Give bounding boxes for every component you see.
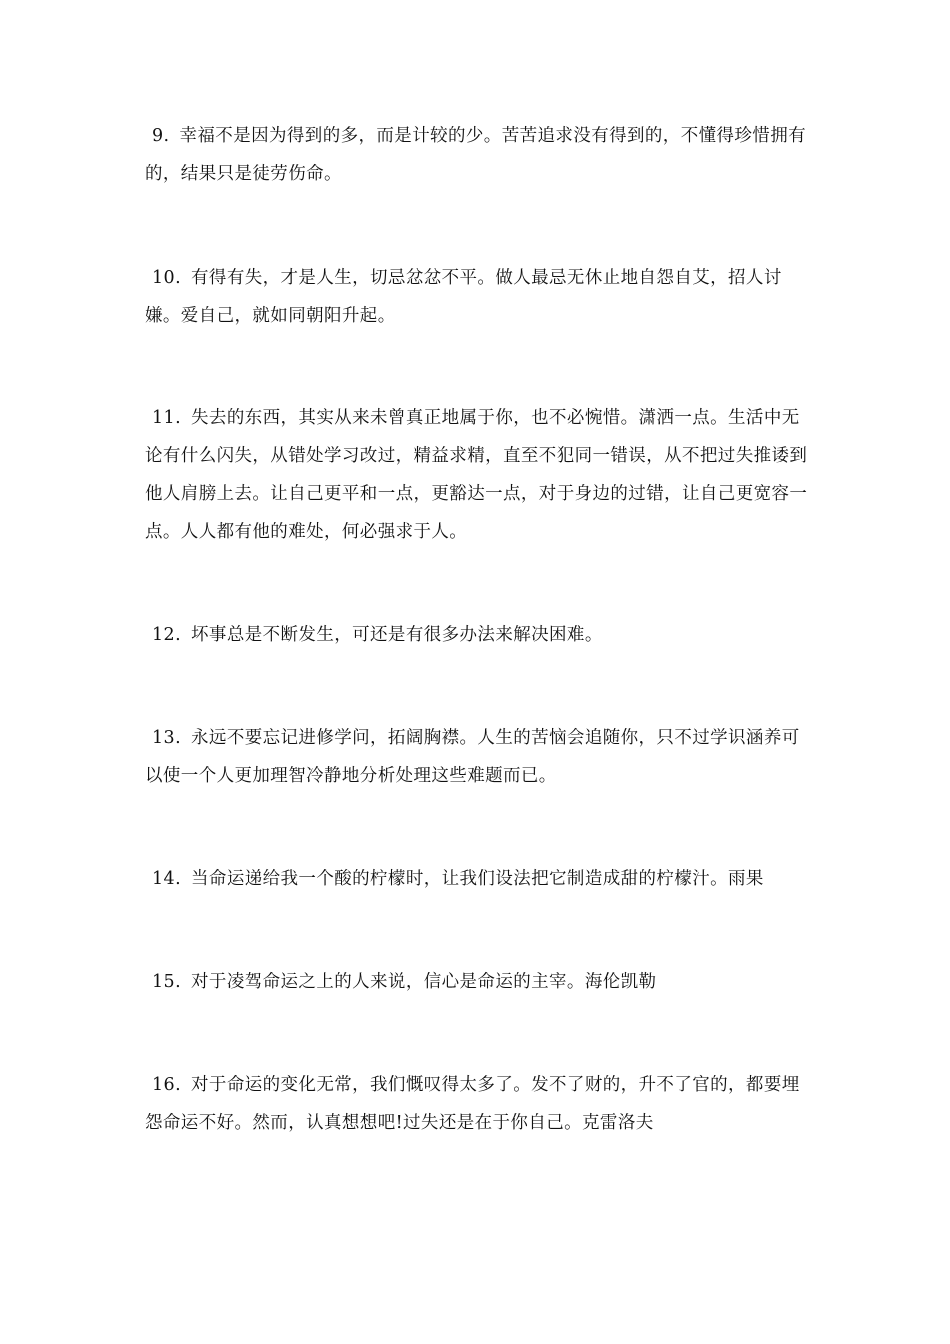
paragraph-text: 有得有失，才是人生，切忌忿忿不平。做人最忌无休止地自怨自艾，招人讨嫌。爱自己，就如同朝阳升起。	[145, 268, 782, 326]
paragraph-text: 坏事总是不断发生，可还是有很多办法来解决困难。	[191, 625, 603, 645]
paragraph-number: 15.	[152, 972, 182, 992]
paragraph-14	[145, 860, 810, 898]
paragraph-number: 10.	[152, 268, 182, 288]
paragraph-number: 16.	[152, 1075, 182, 1095]
paragraph-16	[145, 1066, 810, 1142]
paragraph-text: 永远不要忘记进修学问，拓阔胸襟。人生的苦恼会追随你，只不过学识涵养可以使一个人更加理智冷静地分析处理这些难题而已。	[145, 728, 800, 786]
paragraph-13	[145, 719, 810, 795]
paragraph-text: 对于命运的变化无常，我们慨叹得太多了。发不了财的，升不了官的，都要埋怨命运不好。然而，认真想想吧!过失还是在于你自己。克雷洛夫	[145, 1075, 800, 1133]
paragraph-number: 13.	[152, 728, 182, 748]
paragraph-number: 12.	[152, 625, 182, 645]
paragraph-11	[145, 399, 810, 551]
paragraph-text: 对于凌驾命运之上的人来说，信心是命运的主宰。海伦凯勒	[191, 972, 657, 992]
paragraph-10	[145, 259, 810, 335]
paragraph-text: 幸福不是因为得到的多，而是计较的少。苦苦追求没有得到的，不懂得珍惜拥有的，结果只是徒劳伤命。	[145, 126, 806, 184]
paragraph-text: 失去的东西，其实从来未曾真正地属于你，也不必惋惜。潇洒一点。生活中无论有什么闪失，从错处学习改过，精益求精，直至不犯同一错误，从不把过失推诿到他人肩膀上去。让自己更平和一点，更豁达一点，对于身边的过错，让自己更宽容一点。人人都有他的难处，何必强求于人。	[145, 408, 808, 542]
paragraph-text: 当命运递给我一个酸的柠檬时，让我们设法把它制造成甜的柠檬汁。雨果	[191, 869, 764, 889]
paragraph-number: 11.	[152, 408, 182, 428]
paragraph-15	[145, 963, 810, 1001]
paragraph-12	[145, 616, 810, 654]
paragraph-9	[145, 117, 810, 193]
paragraph-number: 14.	[152, 869, 182, 889]
paragraph-number: 9.	[152, 126, 170, 146]
